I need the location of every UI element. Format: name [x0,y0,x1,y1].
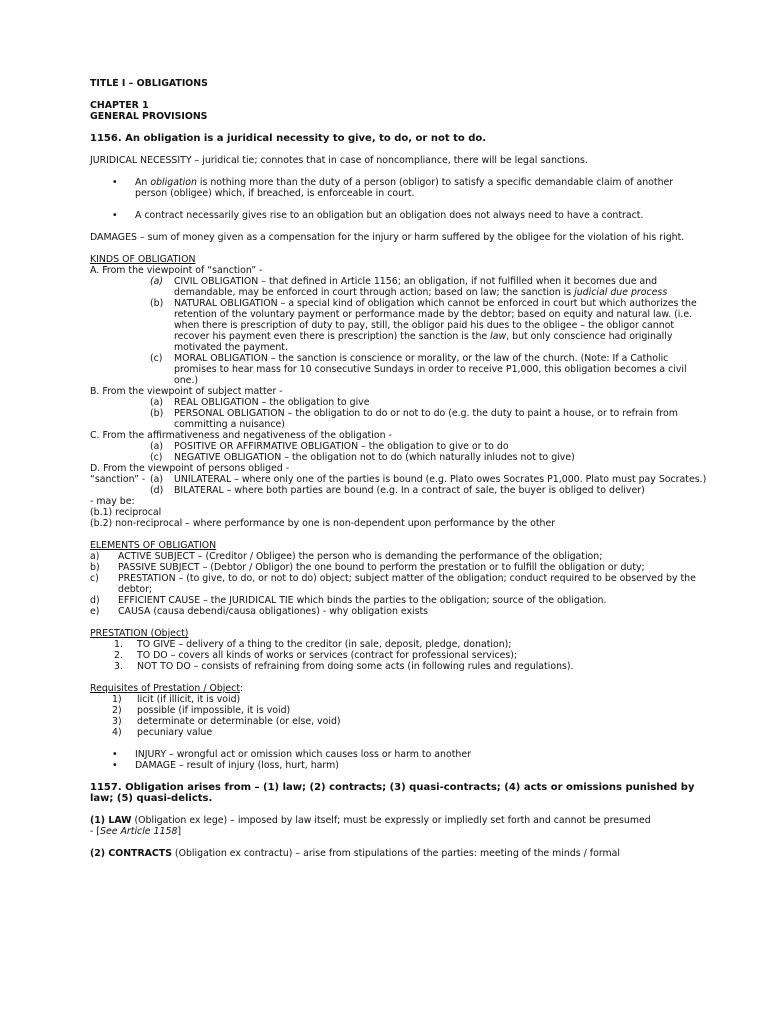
bullet-damage: • DAMAGE – result of injury (loss, hurt, harm) [90,760,708,771]
item-label: (a) [150,474,164,485]
item-label: c) [90,573,99,584]
kinds-d-sanction: “sanction” - [90,474,146,485]
item-italic: judicial due process [574,287,668,298]
bullet1-post: is nothing more than the duty of a person (obligor) to satisfy a specific demandable claim of another person (obligee) which, if breached, is enforceable in court. [135,177,674,199]
prestation-item [90,650,708,661]
prestation-item [90,639,708,650]
element-item [90,606,708,617]
item-text: REAL OBLIGATION – the obligation to give [174,397,370,408]
law-text: (Obligation ex lege) – imposed by law itself; must be expressly or impliedly set forth and cannot be presumed [131,815,651,826]
requisites-colon: : [240,683,244,694]
item-label: e) [90,606,100,617]
see-post: ] [177,826,182,837]
reciprocal: (b.1) reciprocal [90,507,162,518]
item-text: BILATERAL – where both parties are bound (e.g. In a contract of sale, the buyer is obliged to deliver) [174,485,645,496]
bullet-obligation [90,177,708,199]
may-be: - may be: [90,496,135,507]
item-label: d) [90,595,100,606]
kinds-d-item [90,485,708,496]
item-label: (a) [150,397,164,408]
see-pre: - [ [90,826,101,837]
elements-heading: ELEMENTS OF OBLIGATION [90,540,217,551]
requisite-item [90,727,708,738]
bullet1-italic: obligation [150,177,197,188]
element-item [90,573,708,595]
item-text: TO DO – covers all kinds of works or services (contract for professional services); [137,650,518,661]
item-text: ACTIVE SUBJECT – (Creditor / Obligee) the person who is demanding the performance of the obligation; [118,551,603,562]
chapter-heading: CHAPTER 1 [90,100,149,111]
article-1156: 1156. An obligation is a juridical necessity to give, to do, or not to do. [90,133,487,144]
law-paragraph [90,815,708,826]
prestation-heading: PRESTATION (Object) [90,628,189,639]
item-text: pecuniary value [137,727,213,738]
item-text: MORAL OBLIGATION – the sanction is conscience or morality, or the law of the church. (Note: If a Catholic promises to hear mass for 10 consecutive Sundays in order to receive P1,000, this obligation becomes a civil one.) [174,353,687,386]
item-text: UNILATERAL – where only one of the parties is bound (e.g. Plato owes Socrates P1,000. Plato must pay Socrates.) [174,474,707,485]
item-text: POSITIVE OR AFFIRMATIVE OBLIGATION – the obligation to give or to do [174,441,509,452]
item-text-post: , but only conscience had originally motivated the payment. [174,331,673,353]
requisites-heading-text: Requisites of Prestation / Object [90,683,240,694]
kinds-a-item [90,353,708,386]
item-label: (b) [150,408,164,419]
item-italic: law [490,331,507,342]
contracts-label: (2) CONTRACTS [90,848,172,859]
kinds-c-heading: C. From the affirmativeness and negativeness of the obligation - [90,430,392,441]
item-text: TO GIVE – delivery of a thing to the creditor (in sale, deposit, pledge, donation); [137,639,512,650]
juridical-necessity: JURIDICAL NECESSITY – juridical tie; connotes that in case of noncompliance, there will be legal sanctions. [90,155,588,166]
law-label: (1) LAW [90,815,132,826]
item-label: b) [90,562,100,573]
item-label: 1) [112,694,122,705]
requisites-heading [90,683,708,694]
bullet-injury: • INJURY – wrongful act or omission which causes loss or harm to another [90,749,708,760]
requisite-item [90,694,708,705]
see-italic: See Article 1158 [100,826,178,837]
bullet1-pre: An [135,177,151,188]
item-label: (d) [150,485,164,496]
item-label: 2) [112,705,122,716]
kinds-a-heading: A. From the viewpoint of “sanction” - [90,265,263,276]
item-label: a) [90,551,100,562]
kinds-c-item [90,441,708,452]
kinds-b-item [90,408,708,430]
requisite-item [90,716,708,727]
kinds-d-item [90,474,708,485]
element-item [90,562,708,573]
item-label: 3) [112,716,122,727]
item-text: NATURAL OBLIGATION – a special kind of obligation which cannot be enforced in court but which authorizes the retention of the voluntary payment or performance made by the debtor; based on equity and natural law. (i.e. when there is prescription of duty to pay, still, the obligor paid his dues to the obligee – the obligor cannot recover his payment even there is prescription) the sanction is the [174,298,697,342]
item-text: NOT TO DO – consists of refraining from doing some acts (in following rules and regulations). [137,661,574,672]
item-label: (a) [150,276,164,287]
item-label: (c) [150,452,163,463]
damages-definition: DAMAGES – sum of money given as a compensation for the injury or harm suffered by the obligee for the violation of his right. [90,232,685,243]
requisite-item [90,705,708,716]
kinds-a-item [90,276,708,298]
kinds-c-item [90,452,708,463]
kinds-b-item [90,397,708,408]
prestation-item [90,661,708,672]
item-text: CIVIL OBLIGATION – that defined in Article 1156; an obligation, if not fulfilled when it becomes due and demandable, may be enforced in court through action; based on law; the sanction is [174,276,658,298]
bullet-contract: • A contract necessarily gives rise to an obligation but an obligation does not always need to have a contract. [90,210,708,221]
item-text: possible (if impossible, it is void) [137,705,291,716]
title-heading: TITLE I – OBLIGATIONS [90,78,208,89]
item-text: EFFICIENT CAUSE – the JURIDICAL TIE which binds the parties to the obligation; source of the obligation. [118,595,607,606]
see-article [90,826,708,837]
item-text: CAUSA (causa debendi/causa obligationes) - why obligation exists [118,606,429,617]
kinds-heading: KINDS OF OBLIGATION [90,254,196,265]
kinds-b-heading: B. From the viewpoint of subject matter - [90,386,283,397]
item-label: 3. [114,661,123,672]
chapter-title: GENERAL PROVISIONS [90,111,208,122]
item-text: NEGATIVE OBLIGATION – the obligation not to do (which naturally inludes not to give) [174,452,575,463]
contracts-paragraph [90,848,708,859]
item-label: (c) [150,353,163,364]
item-label: (b) [150,298,164,309]
item-label: 2. [114,650,123,661]
item-text: PASSIVE SUBJECT – (Debtor / Obligor) the one bound to perform the prestation or to fulfill the obligation or duty; [118,562,645,573]
element-item [90,551,708,562]
item-text: PERSONAL OBLIGATION – the obligation to do or not to do (e.g. the duty to paint a house, or to refrain from committing a nuisance) [174,408,678,430]
item-text: determinate or determinable (or else, void) [137,716,341,727]
non-reciprocal: (b.2) non-reciprocal – where performance by one is non-dependent upon performance by the other [90,518,556,529]
item-label: 4) [112,727,122,738]
item-text: PRESTATION – (to give, to do, or not to do) object; subject matter of the obligation; conduct required to be observed by the debtor; [118,573,696,595]
element-item [90,595,708,606]
kinds-d-heading: D. From the viewpoint of persons obliged - [90,463,290,474]
contracts-text: (Obligation ex contractu) – arise from stipulations of the parties: meeting of the minds / formal [171,848,620,859]
kinds-a-item [90,298,708,353]
item-label: 1. [114,639,123,650]
item-label: (a) [150,441,164,452]
item-text: licit (if illicit, it is void) [137,694,241,705]
article-1157: 1157. Obligation arises from – (1) law; (2) contracts; (3) quasi-contracts; (4) acts or omissions punished by law; (5) quasi-delicts. [90,782,695,804]
